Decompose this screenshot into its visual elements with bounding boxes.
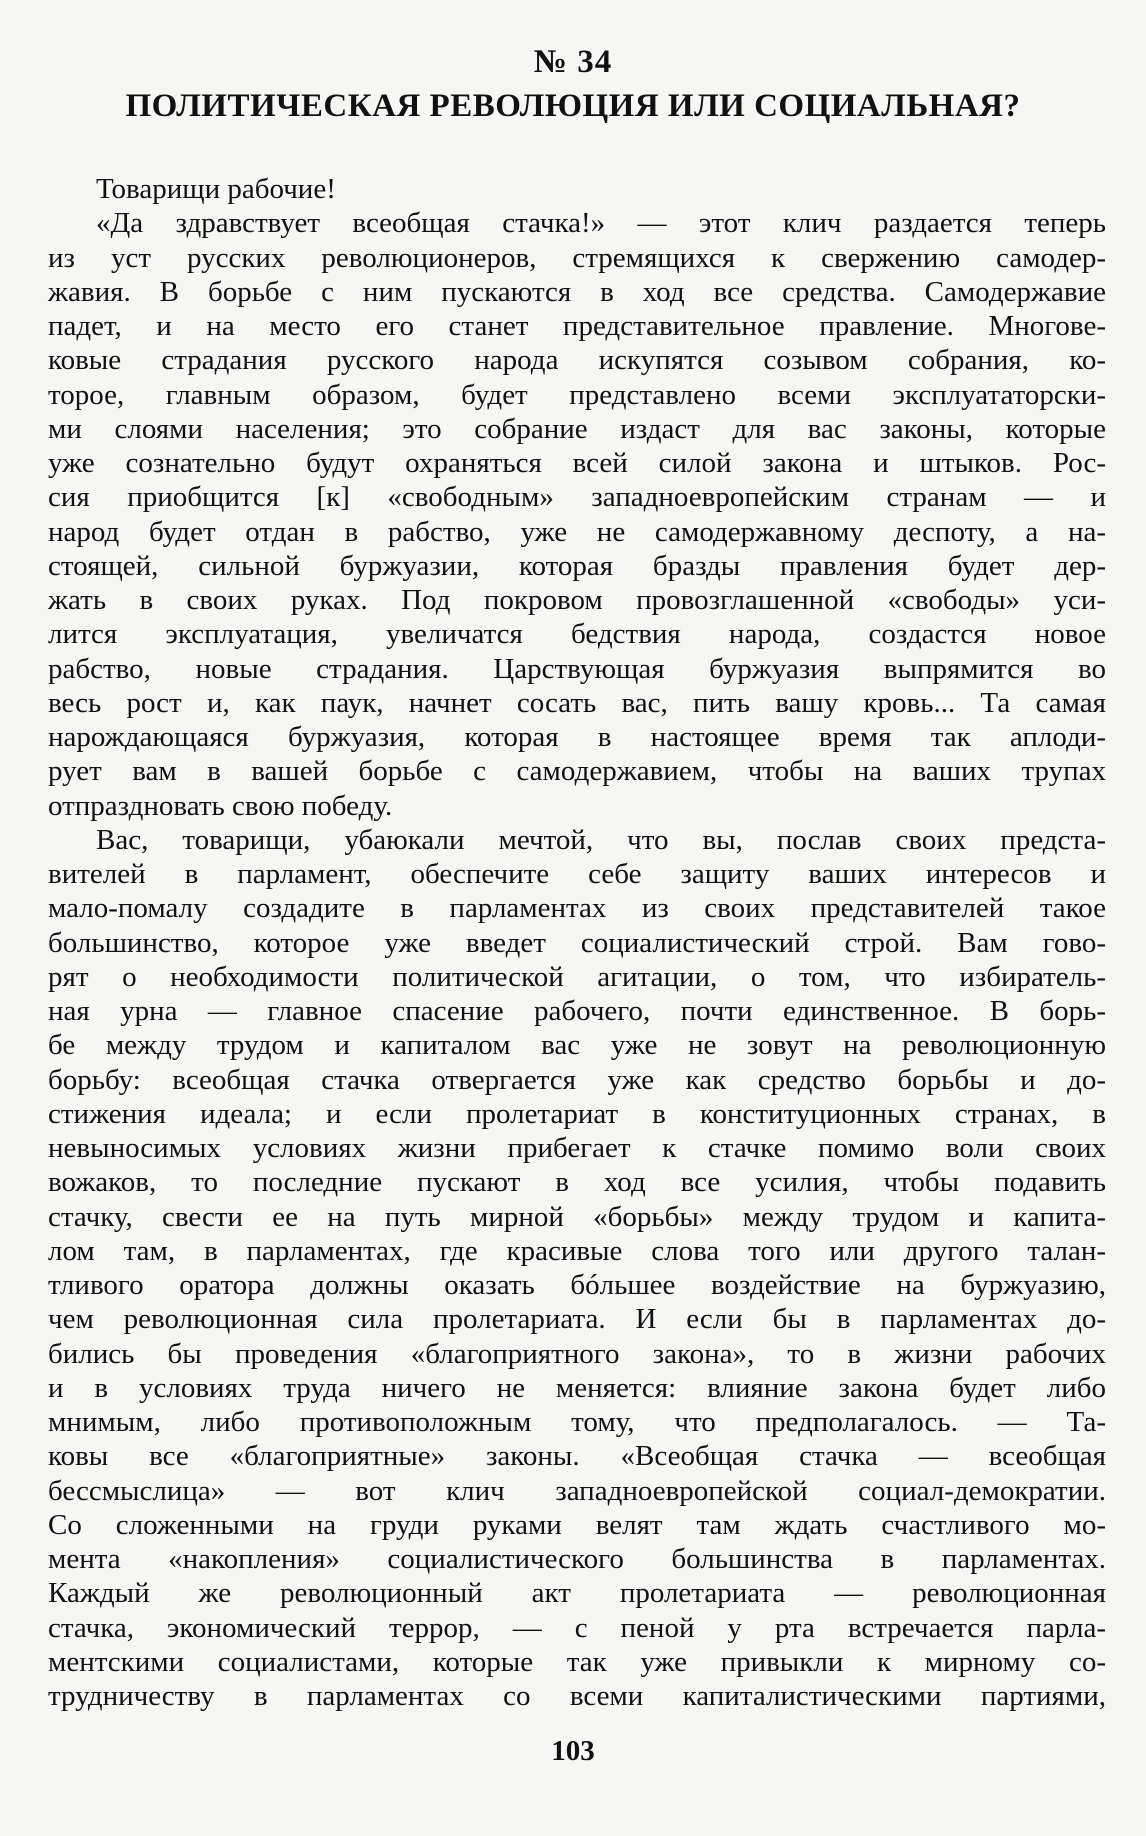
text-line: уже сознательно будут охраняться всей силой закона и штыков. Рос- (48, 447, 1106, 479)
text-line: падет, и на место его станет представительное правление. Многове- (48, 310, 1106, 342)
text-line: вителей в парламент, обеспечите себе защиту ваших интересов и (48, 858, 1106, 890)
text-line: борьбу: всеобщая стачка отвергается уже как средство борьбы и до- (48, 1063, 1106, 1096)
text-line: рует вам в вашей борьбе с самодержавием, чтобы на ваших трупах (48, 755, 1106, 788)
text-line: большинство, которое уже введет социалистический строй. Вам гово- (48, 926, 1106, 959)
text-line: бились бы проведения «благоприятного закона», то в жизни рабочих (48, 1337, 1106, 1370)
text-line: стижения идеала; и если пролетариат в конституционных странах, в (48, 1097, 1106, 1130)
text-line: лом там, в парламентах, где красивые слова того или другого талан- (48, 1234, 1106, 1267)
text-line: ковы все «благоприятные» законы. «Всеобщая стачка — всеобщая (48, 1440, 1106, 1473)
text-line: отпраздновать свою победу. (48, 789, 393, 822)
text-line: сия приобщится [к] «свободным» западноевропейским странам — и (48, 481, 1106, 514)
page-number: 103 (551, 1735, 595, 1767)
text-line: мнимым, либо противоположным тому, что предполагалось. — Та- (48, 1406, 1106, 1438)
text-line: невыносимых условиях жизни прибегает к стачке помимо воли своих (48, 1132, 1106, 1164)
text-line: стоящей, сильной буржуазии, которая бразды правления будет дер- (48, 549, 1106, 582)
text-line: мента «накопления» социалистического большинства в парламентах. (48, 1543, 1106, 1575)
text-line: стачка, экономический террор, — с пеной у рта встречается парла- (48, 1611, 1106, 1644)
text-line: нарождающаяся буржуазия, которая в настоящее время так аплоди- (48, 721, 1106, 753)
text-line: рят о необходимости политической агитации, о том, что избиратель- (48, 960, 1106, 993)
document-body (48, 172, 1106, 1713)
text-line: бессмыслица» — вот клич западноевропейской социал-демократии. (48, 1474, 1106, 1507)
text-line: ми слоями населения; это собрание издаст для вас законы, которые (48, 412, 1106, 445)
text-line: лится эксплуатация, увеличатся бедствия народа, создастся новое (48, 618, 1106, 651)
text-line: вожаков, то последние пускают в ход все усилия, чтобы подавить (48, 1166, 1106, 1199)
text-line: и в условиях труда ничего не меняется: влияние закона будет либо (48, 1371, 1106, 1404)
text-line: весь рост и, как паук, начнет сосать вас, пить вашу кровь... Та самая (48, 686, 1106, 719)
text-line: чем революционная сила пролетариата. И если бы в парламентах до- (48, 1303, 1106, 1336)
text-line: Вас, товарищи, убаюкали мечтой, что вы, послав своих предста- (96, 823, 1106, 856)
text-line: Каждый же революционный акт пролетариата — революционная (48, 1577, 1106, 1610)
text-line: торое, главным образом, будет представлено всеми эксплуататорски- (48, 378, 1106, 411)
text-line: жать в своих руках. Под покровом провозглашенной «свободы» уси- (48, 584, 1106, 616)
text-line: ментскими социалистами, которые так уже привыкли к мирному со- (48, 1645, 1106, 1678)
text-line: трудничеству в парламентах со всеми капиталистическими партиями, (48, 1680, 1106, 1712)
text-line: Со сложенными на груди руками велят там ждать счастливого мо- (48, 1508, 1106, 1541)
text-line: стачку, свести ее на путь мирной «борьбы» между трудом и капита- (48, 1200, 1106, 1233)
text-line: жавия. В борьбе с ним пускаются в ход все средства. Самодержавие (48, 275, 1106, 308)
text-line: ковые страдания русского народа искупятся созывом собрания, ко- (48, 344, 1106, 377)
text-line: тливого оратора должны оказать бóльшее воздействие на буржуазию, (48, 1269, 1106, 1301)
text-line: из уст русских революционеров, стремящихся к свержению самодер- (48, 241, 1106, 274)
document-title: ПОЛИТИЧЕСКАЯ РЕВОЛЮЦИЯ ИЛИ СОЦИАЛЬНАЯ? (125, 88, 1021, 124)
text-line: бе между трудом и капиталом вас уже не зовут на революционную (48, 1029, 1106, 1062)
text-line: ная урна — главное спасение рабочего, почти единственное. В борь- (48, 995, 1106, 1027)
text-line: Товарищи рабочие! (96, 173, 336, 205)
text-line: мало-помалу создадите в парламентах из своих представителей такое (48, 892, 1106, 925)
document-number: № 34 (533, 44, 613, 80)
text-line: народ будет отдан в рабство, уже не самодержавному деспоту, а на- (48, 515, 1106, 548)
text-line: рабство, новые страдания. Царствующая буржуазия выпрямится во (48, 652, 1106, 685)
text-line: «Да здравствует всеобщая стачка!» — этот клич раздается теперь (96, 207, 1106, 240)
